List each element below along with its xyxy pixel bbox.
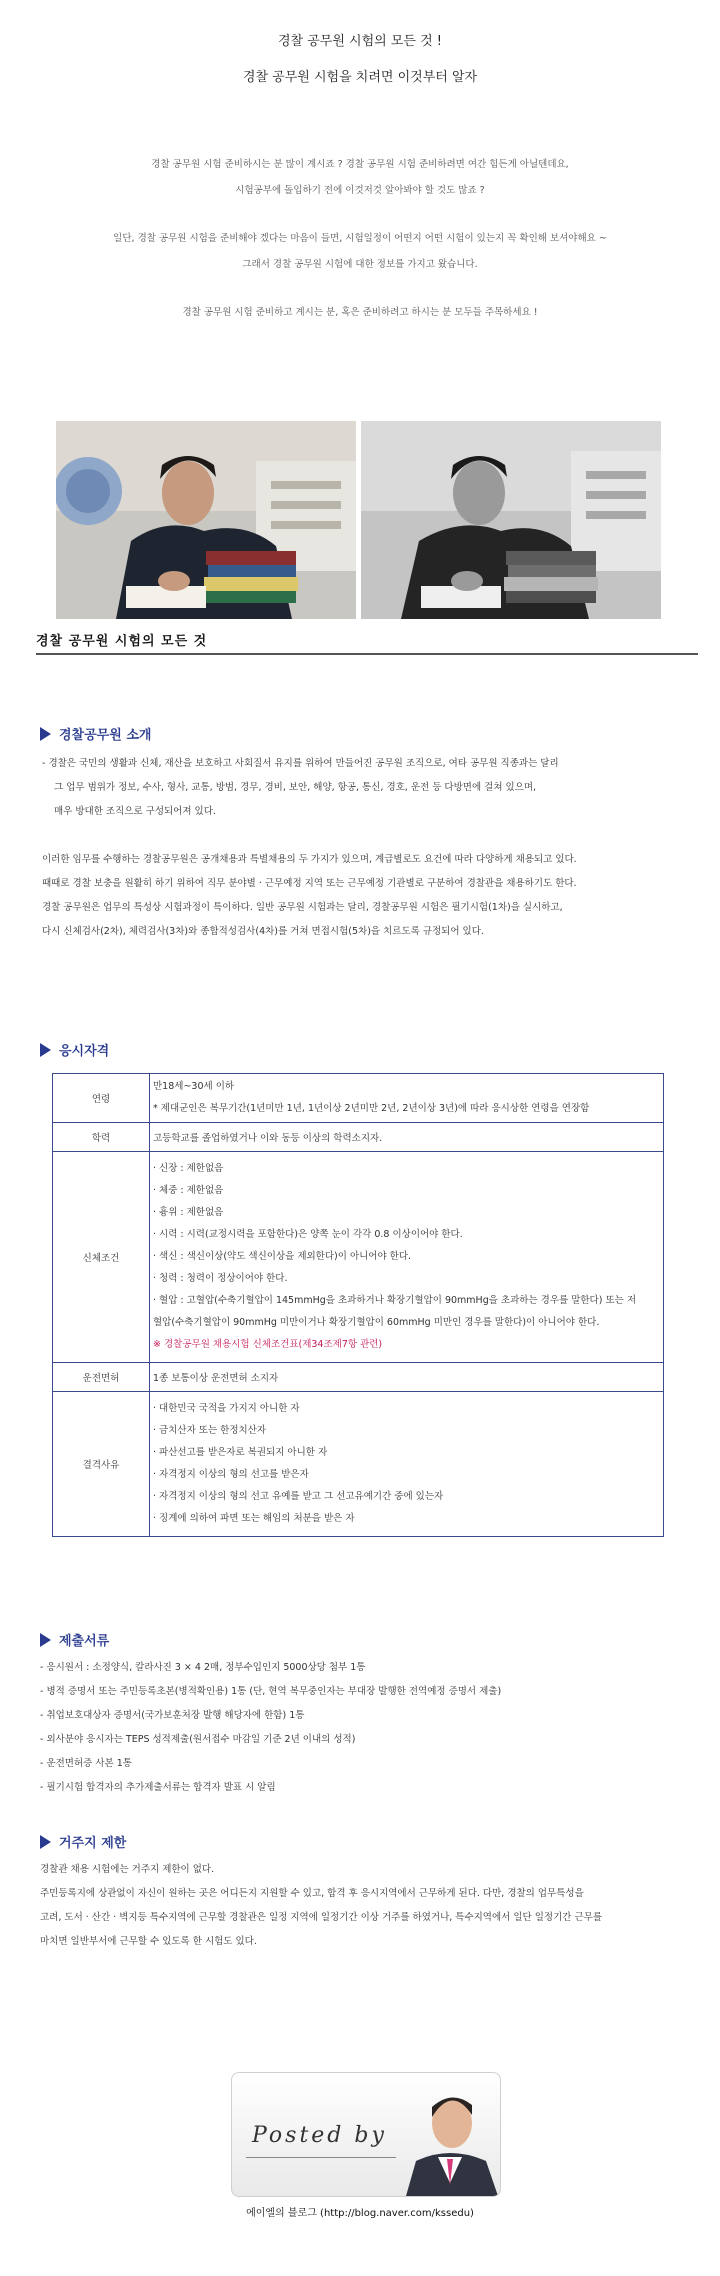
row-head-license: 운전면허 xyxy=(53,1363,150,1392)
posted-by-underline xyxy=(246,2157,396,2158)
triangle-icon xyxy=(40,1633,51,1647)
intro-section-l7: 다시 신체검사(2차), 체력검사(3차)와 종합적성검사(4차)를 거쳐 면접시험(5차)을 치르도록 규정되어 있다. xyxy=(42,926,484,937)
triangle-icon xyxy=(40,1043,51,1057)
section-title-docs xyxy=(40,1630,109,1649)
age-l2: * 제대군인은 복무기간(1년미만 1년, 1년이상 2년미만 2년, 2년이상 3년)에 따라 응시상한 연령을 연장함 xyxy=(153,1103,590,1114)
table-row xyxy=(53,1392,664,1537)
table-row xyxy=(53,1123,664,1152)
body-l8: 혈압(수축기혈압이 90mmHg 미만이거나 확장기혈압이 60mmHg 미만인 경우를 말한다)이 아니어야 한다. xyxy=(153,1317,600,1328)
table-row xyxy=(53,1152,664,1363)
blog-caption[interactable]: 에이엘의 블로그 (http://blog.naver.com/kssedu) xyxy=(246,2208,474,2219)
table-row xyxy=(53,1363,664,1392)
age-l1: 만18세~30세 이하 xyxy=(153,1081,235,1092)
list-item: - 운전면허증 사본 1통 xyxy=(40,1758,132,1769)
list-item: - 취업보호대상자 증명서(국가보훈처장 발행 해당자에 한함) 1통 xyxy=(40,1710,305,1721)
triangle-icon xyxy=(40,1835,51,1849)
police-officer-photo-color xyxy=(56,421,356,619)
intro-p5: 경찰 공무원 시험 준비하고 계시는 분, 혹은 준비하려고 하시는 분 모두들 주목하세요 ! xyxy=(182,307,538,318)
section-title-intro-label: 경찰공무원 소개 xyxy=(59,728,152,743)
intro-section-l6: 경찰 공무원은 업무의 특성상 시험과정이 특이하다. 일반 공무원 시험과는 달리, 경찰공무원 시험은 필기시험(1차)을 실시하고, xyxy=(42,902,563,913)
row-head-disq: 결격사유 xyxy=(53,1392,150,1537)
section-title-docs-label: 제출서류 xyxy=(59,1634,110,1649)
intro-section-l3: 매우 방대한 조직으로 구성되어져 있다. xyxy=(54,806,216,817)
license-l1: 1종 보통이상 운전면허 소지자 xyxy=(150,1363,664,1392)
intro-p3: 일단, 경찰 공무원 시험을 준비해야 겠다는 마음이 들면, 시험일정이 어떤지 어떤 시험이 있는지 꼭 확인해 보셔야해요 ~ xyxy=(113,233,607,244)
posted-by-banner xyxy=(231,2072,501,2197)
intro-section-text xyxy=(42,752,692,944)
intro-section-l1: - 경찰은 국민의 생활과 신체, 재산을 보호하고 사회질서 유지를 위하여 만들어진 공무원 조직으로, 여타 공무원 직종과는 달리 xyxy=(42,758,559,769)
table-row xyxy=(53,1074,664,1123)
body-note-link[interactable]: ※ 경찰공무원 채용시험 신체조건표(제34조제7항 관련) xyxy=(153,1339,383,1350)
docs-list xyxy=(40,1656,700,1800)
residence-l1: 경찰관 채용 시험에는 거주지 제한이 없다. xyxy=(40,1864,215,1875)
body-l2: · 체중 : 제한없음 xyxy=(153,1185,224,1196)
residence-l2: 주민등록지에 상관없이 자신이 원하는 곳은 어디든지 지원할 수 있고, 합격 후 응시지역에서 근무하게 된다. 다만, 경찰의 업무특성을 xyxy=(40,1888,584,1899)
police-officer-photo-bw xyxy=(361,421,661,619)
disq-l5: · 자격정지 이상의 형의 선고 유예를 받고 그 선고유예기간 중에 있는자 xyxy=(153,1491,444,1502)
disq-l3: · 파산선고를 받은자로 복권되지 아니한 자 xyxy=(153,1447,328,1458)
body-l4: · 시력 : 시력(교정시력을 포함한다)은 양쪽 눈이 각각 0.8 이상이어야 한다. xyxy=(153,1229,463,1240)
body-l5: · 색신 : 색신이상(약도 색신이상을 제외한다)이 아니어야 한다. xyxy=(153,1251,412,1262)
main-heading: 경찰 공무원 시험의 모든 것 xyxy=(36,630,698,655)
intro-p4: 그래서 경찰 공무원 시험에 대한 정보를 가지고 왔습니다. xyxy=(242,259,478,270)
headline-line1: 경찰 공무원 시험의 모든 것 ! xyxy=(277,34,442,49)
disq-l6: · 징계에 의하여 파면 또는 해임의 처분을 받은 자 xyxy=(153,1513,355,1524)
list-item: - 병적 증명서 또는 주민등록초본(병적확인용) 1통 (단, 현역 복무중인자는 부대장 발행한 전역예정 증명서 제출) xyxy=(40,1686,502,1697)
list-item: - 외사분야 응시자는 TEPS 성적제출(원서접수 마감일 기준 2년 이내의 성적) xyxy=(40,1734,356,1745)
disq-l2: · 금치산자 또는 한정치산자 xyxy=(153,1425,267,1436)
section-title-qual xyxy=(40,1040,109,1059)
row-body-age xyxy=(150,1074,664,1123)
residence-l4: 마치면 일반부서에 근무할 수 있도록 한 시험도 있다. xyxy=(40,1936,257,1947)
list-item: - 필기시험 합격자의 추가제출서류는 합격자 발표 시 알림 xyxy=(40,1782,276,1793)
section-title-qual-label: 응시자격 xyxy=(59,1044,110,1059)
intro-text xyxy=(0,152,720,326)
row-body-body xyxy=(150,1152,664,1363)
list-item: - 응시원서 : 소정양식, 칼라사진 3 × 4 2매, 정부수입인지 5000상당 첨부 1통 xyxy=(40,1662,366,1673)
residence-text xyxy=(40,1858,700,1954)
row-head-body: 신체조건 xyxy=(53,1152,150,1363)
headline-line2: 경찰 공무원 시험을 치려면 이것부터 알자 xyxy=(242,70,478,85)
body-l7: · 혈압 : 고혈압(수축기혈압이 145mmHg을 초과하거나 확장기혈압이 90mmHg을 초과하는 경우를 말한다) 또는 저 xyxy=(153,1295,637,1306)
section-title-residence-label: 거주지 제한 xyxy=(59,1836,127,1851)
intro-section-l2: 그 업무 범위가 정보, 수사, 형사, 교통, 방범, 경무, 경비, 보안, 해양, 항공, 통신, 경호, 운전 등 다방면에 걸쳐 있으며, xyxy=(54,782,537,793)
edu-l1: 고등학교를 졸업하였거나 이와 동등 이상의 학력소지자. xyxy=(150,1123,664,1152)
intro-p2: 시험공부에 돌입하기 전에 이것저것 알아봐야 할 것도 많죠 ? xyxy=(235,185,485,196)
disq-l1: · 대한민국 국적을 가지지 아니한 자 xyxy=(153,1403,300,1414)
photo-pair xyxy=(56,421,656,619)
intro-p1: 경찰 공무원 시험 준비하시는 분 많이 계시죠 ? 경찰 공무원 시험 준비하려면 여간 힘든게 아닐텐데요, xyxy=(151,159,569,170)
body-l3: · 흉위 : 제한없음 xyxy=(153,1207,224,1218)
triangle-icon xyxy=(40,727,51,741)
disq-l4: · 자격정지 이상의 형의 선고를 받은자 xyxy=(153,1469,309,1480)
intro-section-l4: 이러한 임무를 수행하는 경찰공무원은 공개채용과 특별채용의 두 가지가 있으며, 계급별로도 요건에 따라 다양하게 채용되고 있다. xyxy=(42,854,577,865)
row-body-disq xyxy=(150,1392,664,1537)
section-title-intro xyxy=(40,724,151,743)
section-title-residence xyxy=(40,1832,126,1851)
posted-by-text: Posted by xyxy=(252,2123,387,2148)
headline xyxy=(0,30,720,90)
intro-section-l5: 때때로 경찰 보충을 원활히 하기 위하여 직무 분야별 · 근무예정 지역 또는 근무예정 기관별로 구분하여 경찰관을 채용하기도 한다. xyxy=(42,878,577,889)
qualification-table xyxy=(52,1073,664,1537)
row-head-age: 연령 xyxy=(53,1074,150,1123)
row-head-edu: 학력 xyxy=(53,1123,150,1152)
body-l6: · 청력 : 청력이 정상이어야 한다. xyxy=(153,1273,288,1284)
body-l1: · 신장 : 제한없음 xyxy=(153,1163,224,1174)
author-portrait xyxy=(400,2073,500,2196)
residence-l3: 고려, 도서 · 산간 · 벽지등 특수지역에 근무할 경찰관은 일정 지역에 일정기간 이상 거주를 하였거나, 특수지역에서 일단 일정기간 근무를 xyxy=(40,1912,602,1923)
